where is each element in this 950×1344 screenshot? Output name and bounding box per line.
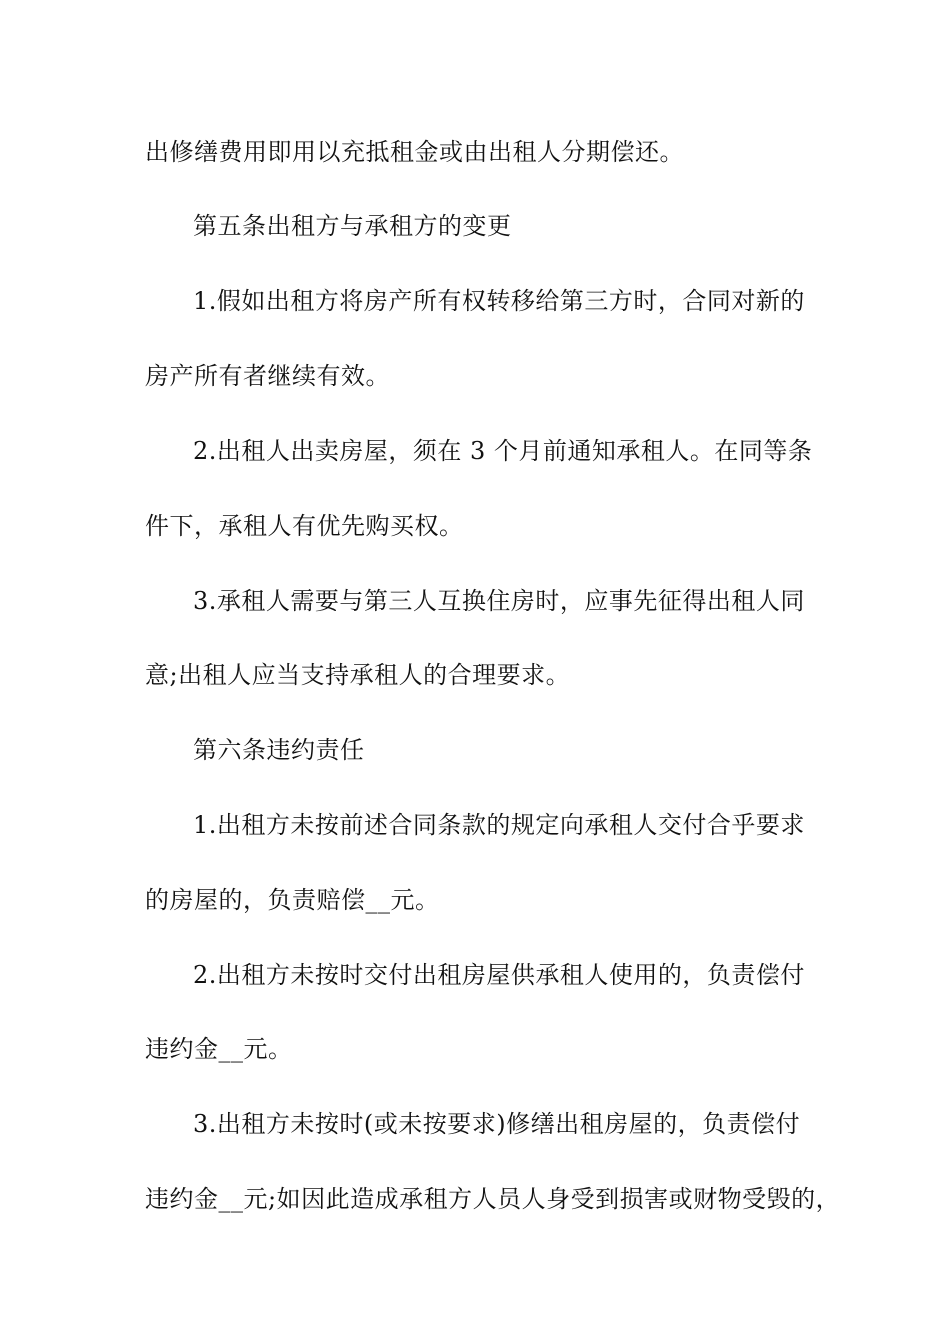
article-6-clause-2-line-1: 2.出租方未按时交付出租房屋供承租人使用的，负责偿付 [193,961,805,989]
article-6-clause-1-line-1: 1.出租方未按前述合同条款的规定向承租人交付合乎要求 [193,811,805,839]
article-6-clause-3-line-1: 3.出租方未按时(或未按要求)修缮出租房屋的，负责偿付 [193,1110,801,1138]
article-5-clause-3-line-2: 意;出租人应当支持承租人的合理要求。 [145,661,571,689]
article-5-clause-2-line-1: 2.出租人出卖房屋，须在 3 个月前通知承租人。在同等条 [193,437,813,465]
article-5-clause-3-line-1: 3.承租人需要与第三人互换住房时，应事先征得出租人同 [193,587,805,615]
paragraph-continuation-line: 出修缮费用即用以充抵租金或由出租人分期偿还。 [145,138,684,166]
article-6-heading: 第六条违约责任 [193,736,365,764]
article-6-clause-1-line-2: 的房屋的，负责赔偿__元。 [145,886,440,914]
article-6-clause-2-line-2: 违约金__元。 [145,1035,293,1063]
article-6-clause-3-line-2: 违约金__元;如因此造成承租方人员人身受到损害或财物受毁的， [145,1185,841,1213]
article-5-heading: 第五条出租方与承租方的变更 [193,212,512,240]
article-5-clause-1-line-1: 1.假如出租方将房产所有权转移给第三方时，合同对新的 [193,287,805,315]
article-5-clause-2-line-2: 件下，承租人有优先购买权。 [145,512,464,540]
article-5-clause-1-line-2: 房产所有者继续有效。 [145,362,390,390]
